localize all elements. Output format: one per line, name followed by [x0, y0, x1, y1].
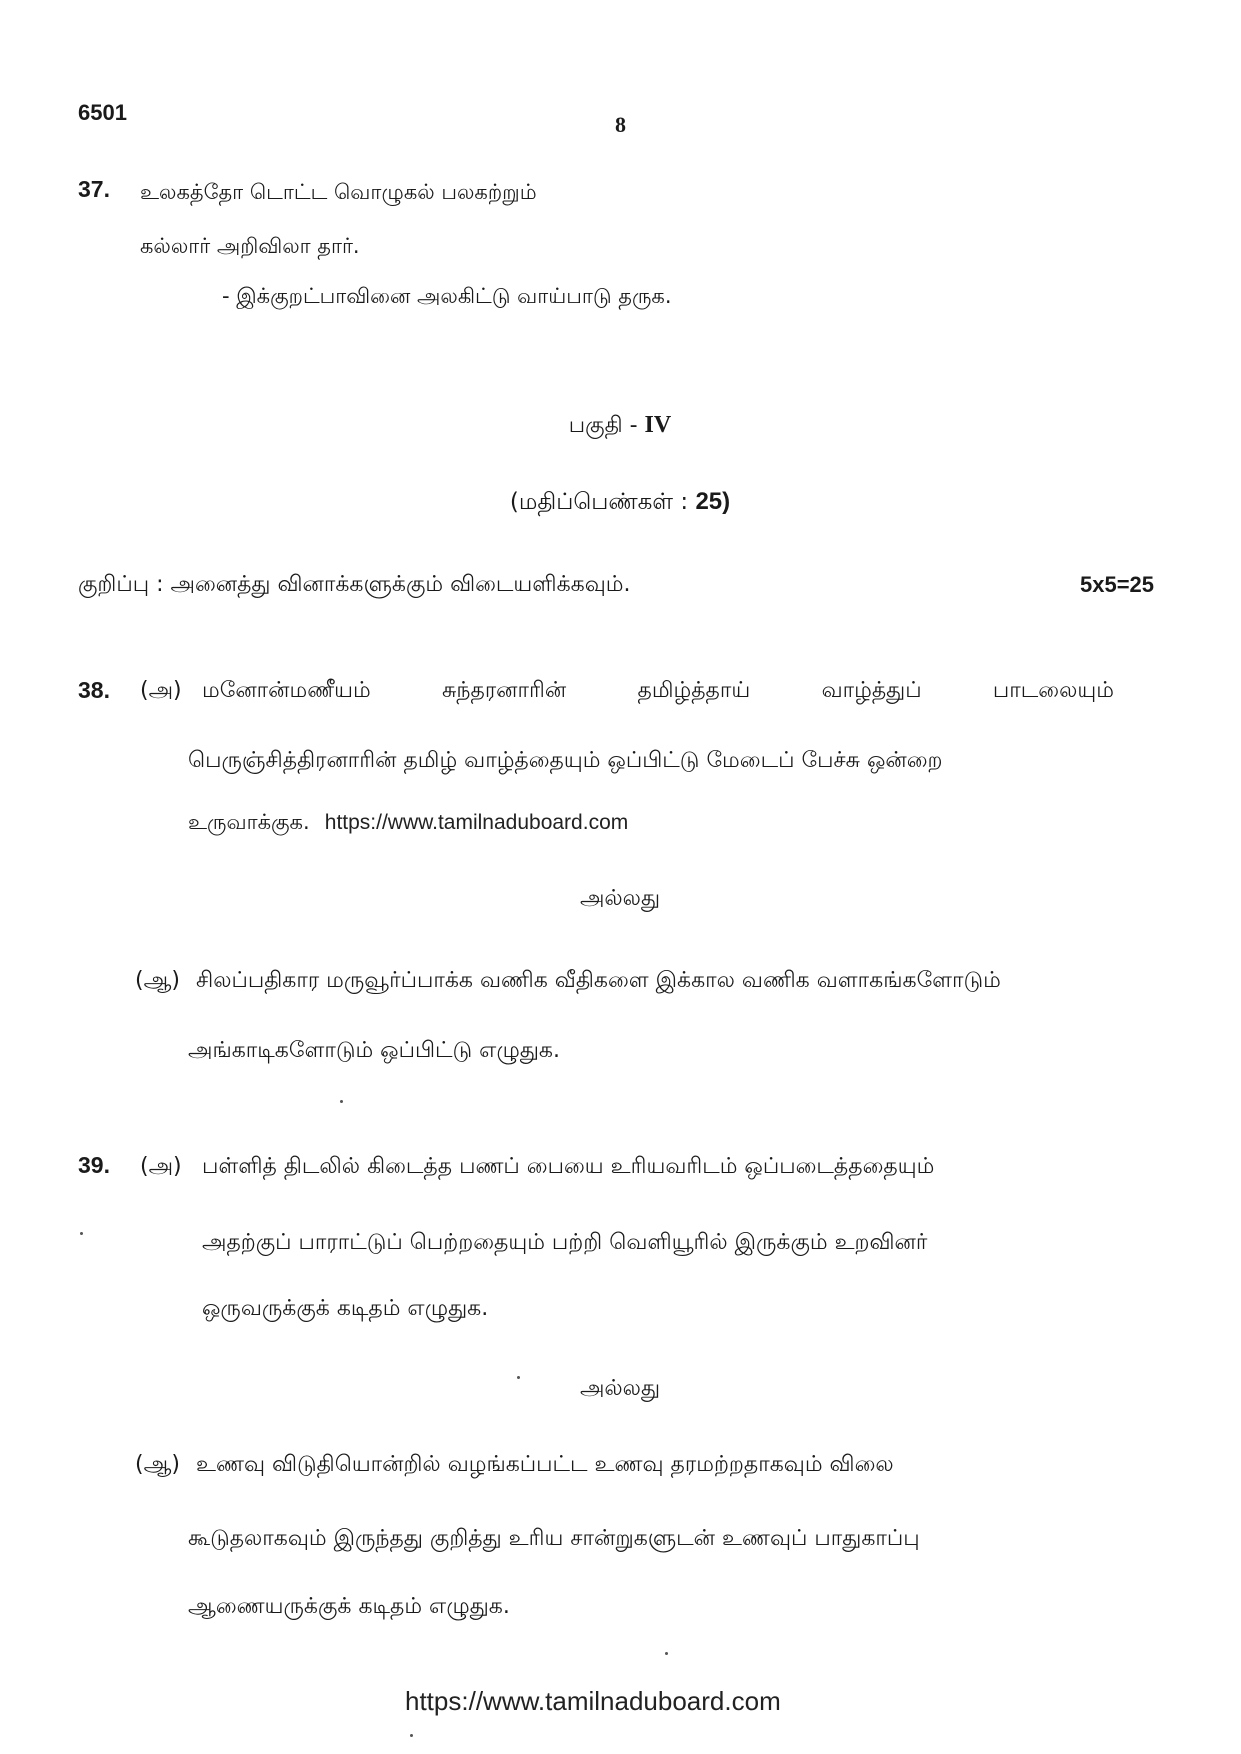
q38-a-line-1 — [202, 678, 1114, 706]
part-label: பகுதி - — [568, 413, 638, 438]
marks-value: 25) — [695, 488, 731, 515]
q38-or-separator: அல்லது — [579, 886, 661, 911]
q38-a-word: பாடலையும் — [992, 678, 1114, 703]
q39-a-line-3: ஒருவருக்குக் கடிதம் எழுதுக. — [202, 1296, 489, 1321]
question-number-37: 37. — [78, 176, 110, 202]
scan-speck — [410, 1734, 413, 1737]
page-number: 8 — [615, 112, 626, 137]
part-note: குறிப்பு : அனைத்து வினாக்களுக்கும் விடையளிக்கவும். — [78, 572, 631, 597]
q38-b-label: (ஆ) — [135, 968, 180, 993]
part-roman-numeral: IV — [644, 412, 672, 438]
q37-verse-line-2: கல்லார் அறிவிலா தார். — [140, 234, 360, 258]
q39-b-line-3: ஆணையருக்குக் கடிதம் எழுதுக. — [188, 1594, 510, 1619]
q39-b-line-2: கூடுதலாகவும் இருந்தது குறித்து உரிய சான்றுகளுடன் உணவுப் பாதுகாப்பு — [188, 1526, 920, 1551]
q39-or-separator: அல்லது — [579, 1376, 661, 1401]
scan-speck — [517, 1376, 520, 1379]
question-number-38: 38. — [78, 677, 110, 703]
watermark-url-link[interactable]: https://www.tamilnaduboard.com — [324, 811, 629, 834]
q38-a-word: வாழ்த்துப் — [821, 678, 922, 703]
q39-a-label: (அ) — [140, 1154, 182, 1179]
scan-speck — [80, 1232, 83, 1235]
q38-a-word: தமிழ்த்தாய் — [637, 678, 751, 703]
marks-heading — [420, 488, 820, 518]
q38-a-line-3-text: உருவாக்குக. — [188, 810, 310, 834]
q37-instruction: - இக்குறட்பாவினை அலகிட்டு வாய்பாடு தருக. — [222, 284, 672, 308]
scan-speck — [665, 1652, 668, 1655]
q38-a-line-2: பெருஞ்சித்திரனாரின் தமிழ் வாழ்த்தையும் ஒப்பிட்டு மேடைப் பேச்சு ஒன்றை — [188, 748, 943, 773]
q38-a-label: (அ) — [140, 678, 182, 703]
question-number-39: 39. — [78, 1152, 110, 1178]
q37-verse-line-1: உலகத்தோ டொட்ட வொழுகல் பலகற்றும் — [140, 180, 537, 204]
marks-label: (மதிப்பெண்கள் : — [509, 489, 689, 515]
part-heading — [470, 412, 770, 441]
q38-a-word: மனோன்மணீயம் — [202, 678, 371, 703]
q39-a-line-1: பள்ளித் திடலில் கிடைத்த பணப் பையை உரியவரிடம் ஒப்படைத்ததையும் — [202, 1154, 935, 1179]
scan-speck — [340, 1100, 343, 1103]
q39-b-line-1: உணவு விடுதியொன்றில் வழங்கப்பட்ட உணவு தரமற்றதாகவும் விலை — [196, 1452, 894, 1477]
q38-b-line-1: சிலப்பதிகார மருவூர்ப்பாக்க வணிக வீதிகளை இக்கால வணிக வளாகங்களோடும் — [196, 968, 1001, 993]
marks-formula: 5x5=25 — [1080, 572, 1155, 597]
q38-a-word: சுந்தரனாரின் — [442, 678, 567, 703]
q38-a-line-3 — [188, 810, 628, 837]
q39-b-label: (ஆ) — [135, 1452, 180, 1477]
q38-b-line-2: அங்காடிகளோடும் ஒப்பிட்டு எழுதுக. — [188, 1038, 560, 1063]
paper-code: 6501 — [78, 100, 127, 125]
q39-a-line-2: அதற்குப் பாராட்டுப் பெற்றதையும் பற்றி வெளியூரில் இருக்கும் உறவினர் — [202, 1230, 928, 1255]
footer-url-link[interactable]: https://www.tamilnaduboard.com — [405, 1686, 781, 1716]
